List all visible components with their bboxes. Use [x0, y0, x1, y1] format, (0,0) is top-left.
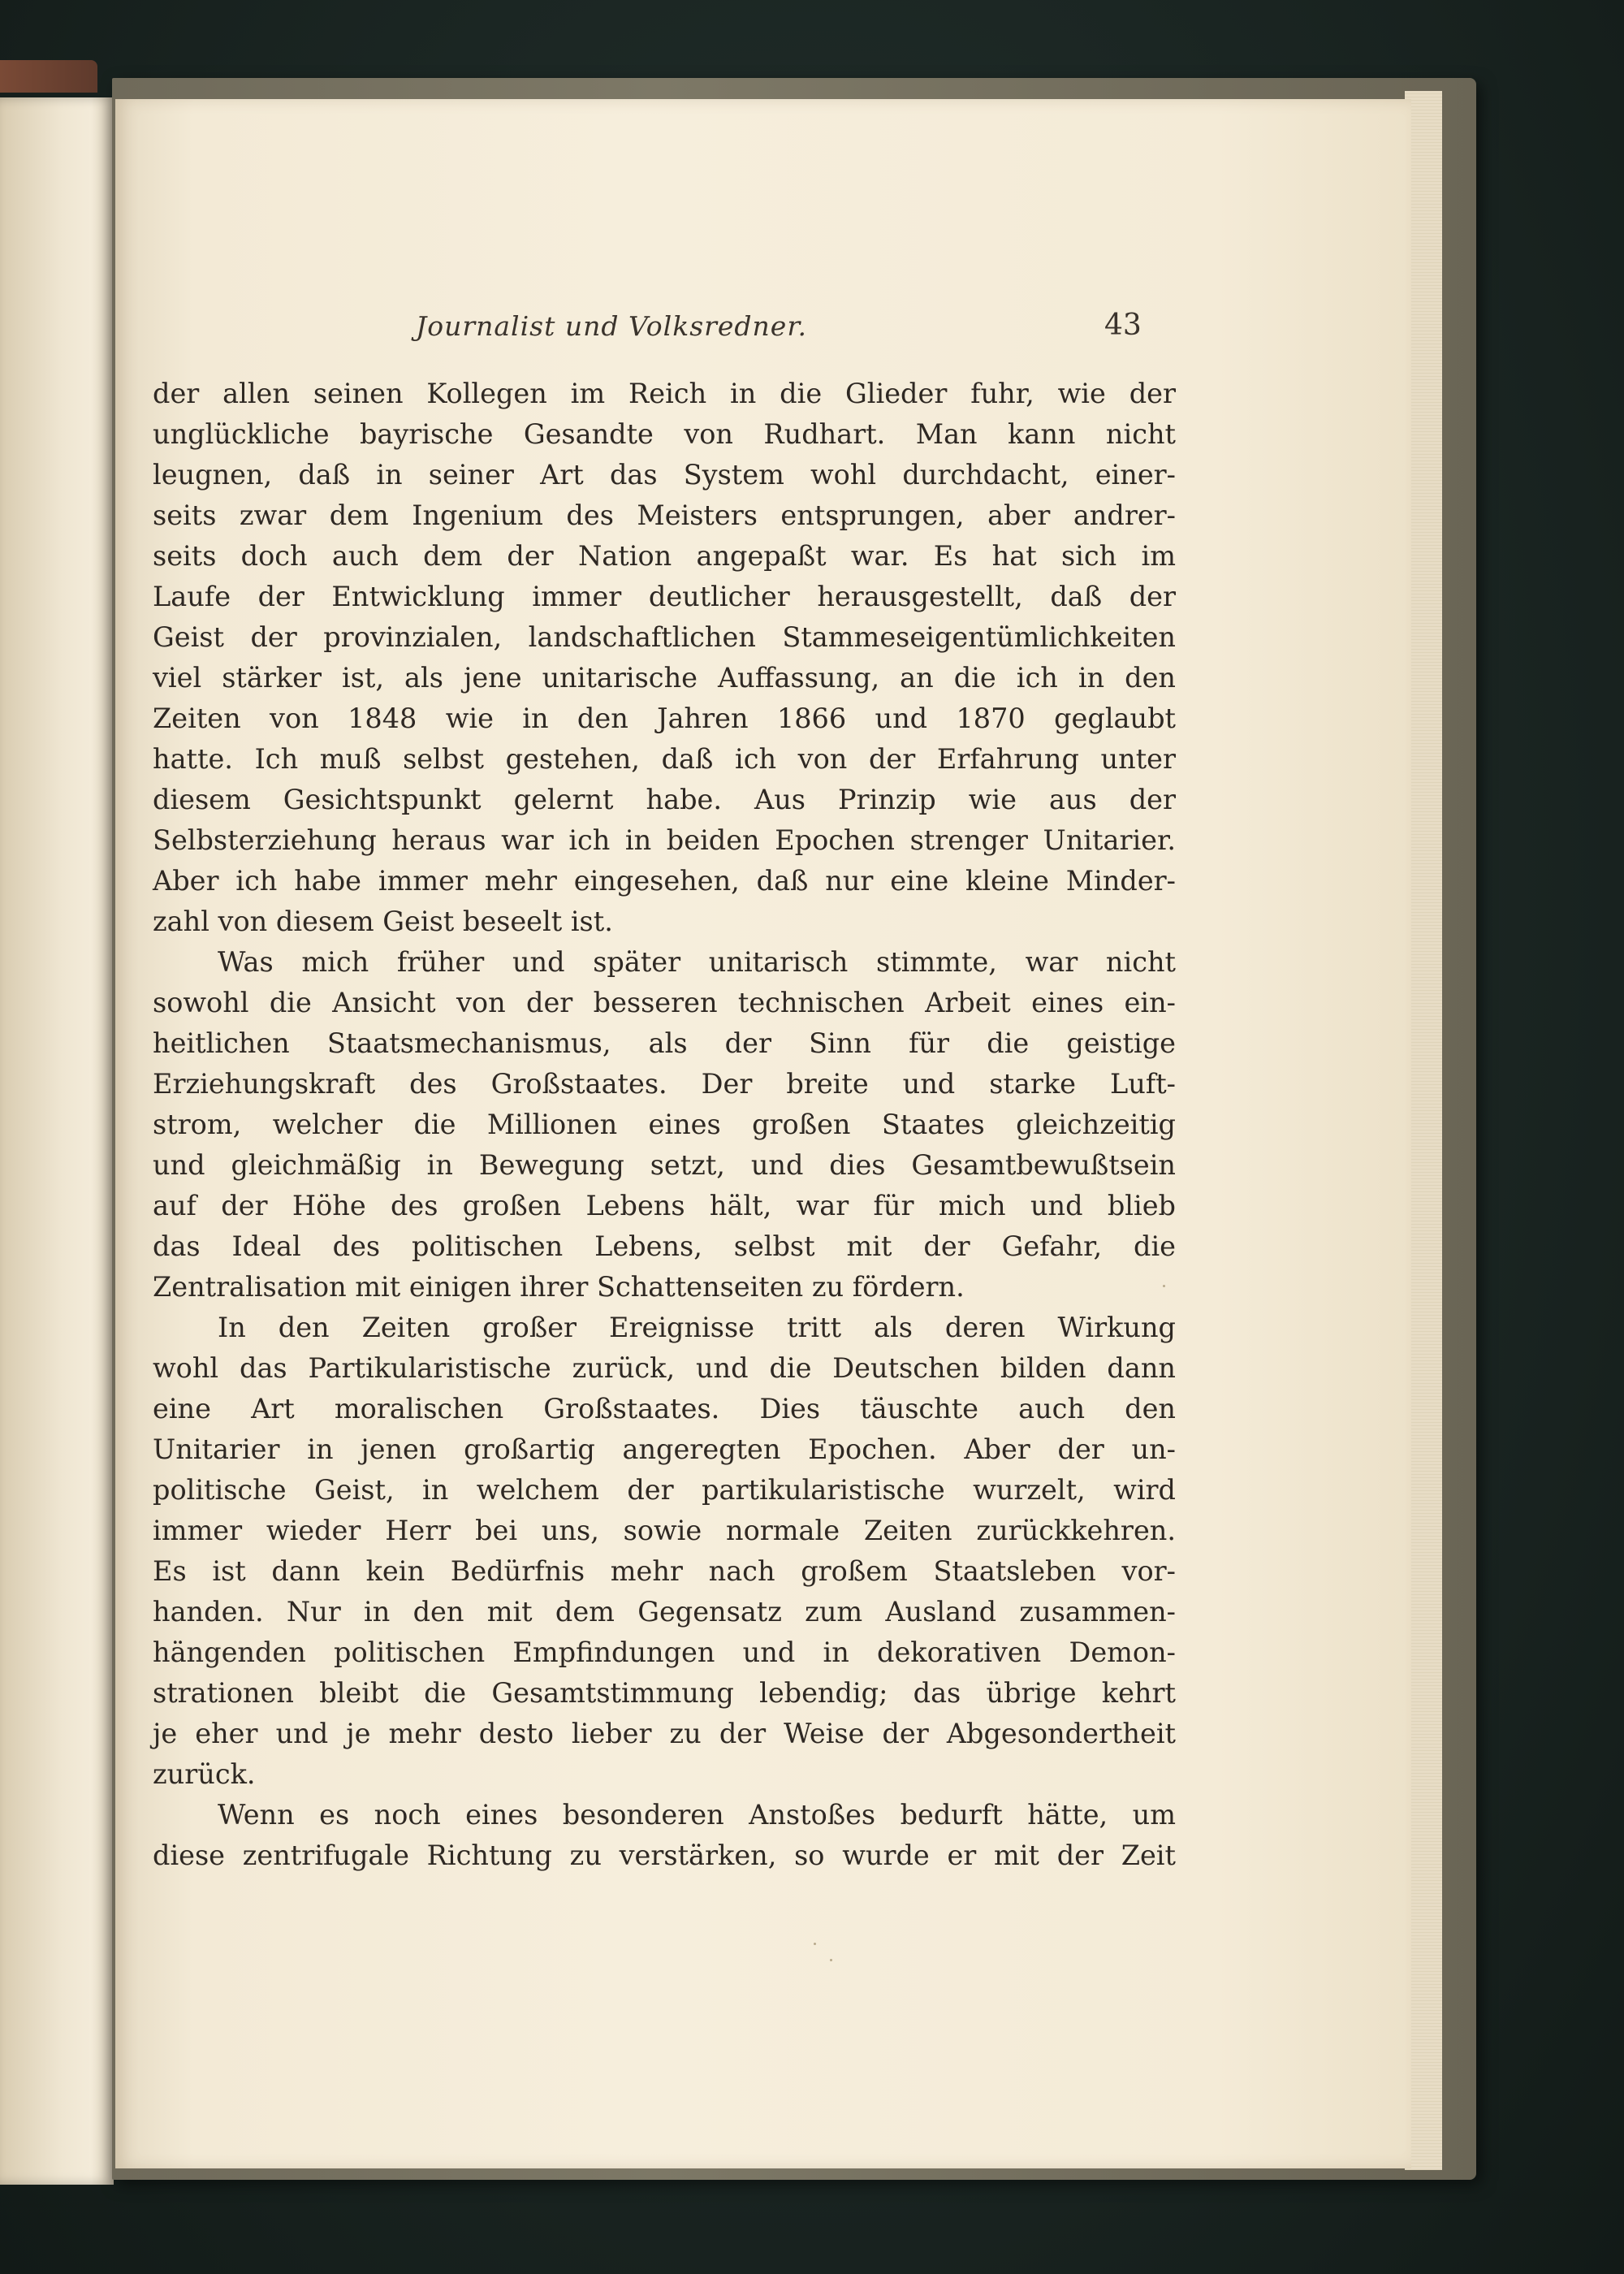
running-title: Journalist und Volksredner.: [416, 310, 807, 342]
text-line: Geist der provinzialen, landschaftlichen Stammeseigentümlichkeiten: [153, 621, 1176, 653]
text-line: zahl von diesem Geist beseelt ist.: [153, 906, 613, 937]
text-line: strom, welcher die Millionen eines großen Staates gleichzeitig: [153, 1109, 1176, 1140]
text-line: zurück.: [153, 1758, 256, 1790]
text-line: je eher und je mehr desto lieber zu der Weise der Abgesondertheit: [153, 1718, 1176, 1749]
text-line: seits doch auch dem der Nation angepaßt war. Es hat sich im: [153, 540, 1176, 572]
text-line: immer wieder Herr bei uns, sowie normale Zeiten zurückkehren.: [153, 1515, 1176, 1546]
text-line: Unitarier in jenen großartig angeregten Epochen. Aber der un-: [153, 1433, 1176, 1465]
body-text: [153, 374, 1176, 1876]
text-line: eine Art moralischen Großstaates. Dies täuschte auch den: [153, 1393, 1176, 1424]
text-line: hatte. Ich muß selbst gestehen, daß ich von der Erfahrung unter: [153, 743, 1176, 775]
text-line: viel stärker ist, als jene unitarische Auffassung, an die ich in den: [153, 662, 1176, 694]
facing-page-edge: [0, 97, 114, 2185]
text-line: diese zentrifugale Richtung zu verstärken, so wurde er mit der Zeit: [153, 1840, 1176, 1871]
text-line: Zentralisation mit einigen ihrer Schattenseiten zu fördern.: [153, 1271, 965, 1303]
text-line: Es ist dann kein Bedürfnis mehr nach großem Staatsleben vor-: [153, 1555, 1176, 1587]
text-line: strationen bleibt die Gesamtstimmung lebendig; das übrige kehrt: [153, 1677, 1176, 1709]
text-line: handen. Nur in den mit dem Gegensatz zum Ausland zusammen-: [153, 1596, 1176, 1628]
text-line: seits zwar dem Ingenium des Meisters entsprungen, aber andrer-: [153, 499, 1176, 531]
page-number: 43: [1104, 309, 1142, 342]
text-line: heitlichen Staatsmechanismus, als der Sinn für die geistige: [153, 1027, 1176, 1059]
text-line: wohl das Partikularistische zurück, und die Deutschen bilden dann: [153, 1352, 1176, 1384]
text-line: das Ideal des politischen Lebens, selbst mit der Gefahr, die: [153, 1230, 1176, 1262]
text-line: Wenn es noch eines besonderen Anstoßes bedurft hätte, um: [218, 1799, 1176, 1831]
text-line: und gleichmäßig in Bewegung setzt, und dies Gesamtbewußtsein: [153, 1149, 1176, 1181]
text-line: unglückliche bayrische Gesandte von Rudhart. Man kann nicht: [153, 418, 1176, 450]
text-line: Erziehungskraft des Großstaates. Der breite und starke Luft-: [153, 1068, 1176, 1100]
running-head: [115, 203, 1411, 342]
paper-speck: [814, 1943, 816, 1945]
text-line: Zeiten von 1848 wie in den Jahren 1866 und 1870 geglaubt: [153, 703, 1176, 734]
text-line: auf der Höhe des großen Lebens hält, war für mich und blieb: [153, 1190, 1176, 1221]
text-line: leugnen, daß in seiner Art das System wohl durchdacht, einer-: [153, 459, 1176, 491]
left-cover-corner: [0, 60, 97, 93]
paper-speck: [830, 1959, 832, 1961]
text-line: der allen seinen Kollegen im Reich in die Glieder fuhr, wie der: [153, 378, 1176, 409]
text-line: diesem Gesichtspunkt gelernt habe. Aus Prinzip wie aus der: [153, 784, 1176, 815]
text-line: Selbsterziehung heraus war ich in beiden Epochen strenger Unitarier.: [153, 824, 1176, 856]
text-line: Aber ich habe immer mehr eingesehen, daß nur eine kleine Minder-: [153, 865, 1176, 897]
text-line: Was mich früher und später unitarisch stimmte, war nicht: [218, 946, 1176, 978]
text-line: hängenden politischen Empfindungen und in dekorativen Demon-: [153, 1636, 1176, 1668]
text-line: sowohl die Ansicht von der besseren technischen Arbeit eines ein-: [153, 987, 1176, 1018]
text-line: Laufe der Entwicklung immer deutlicher herausgestellt, daß der: [153, 581, 1176, 612]
text-line: politische Geist, in welchem der partikularistische wurzelt, wird: [153, 1474, 1176, 1506]
text-line: In den Zeiten großer Ereignisse tritt als deren Wirkung: [218, 1312, 1176, 1343]
